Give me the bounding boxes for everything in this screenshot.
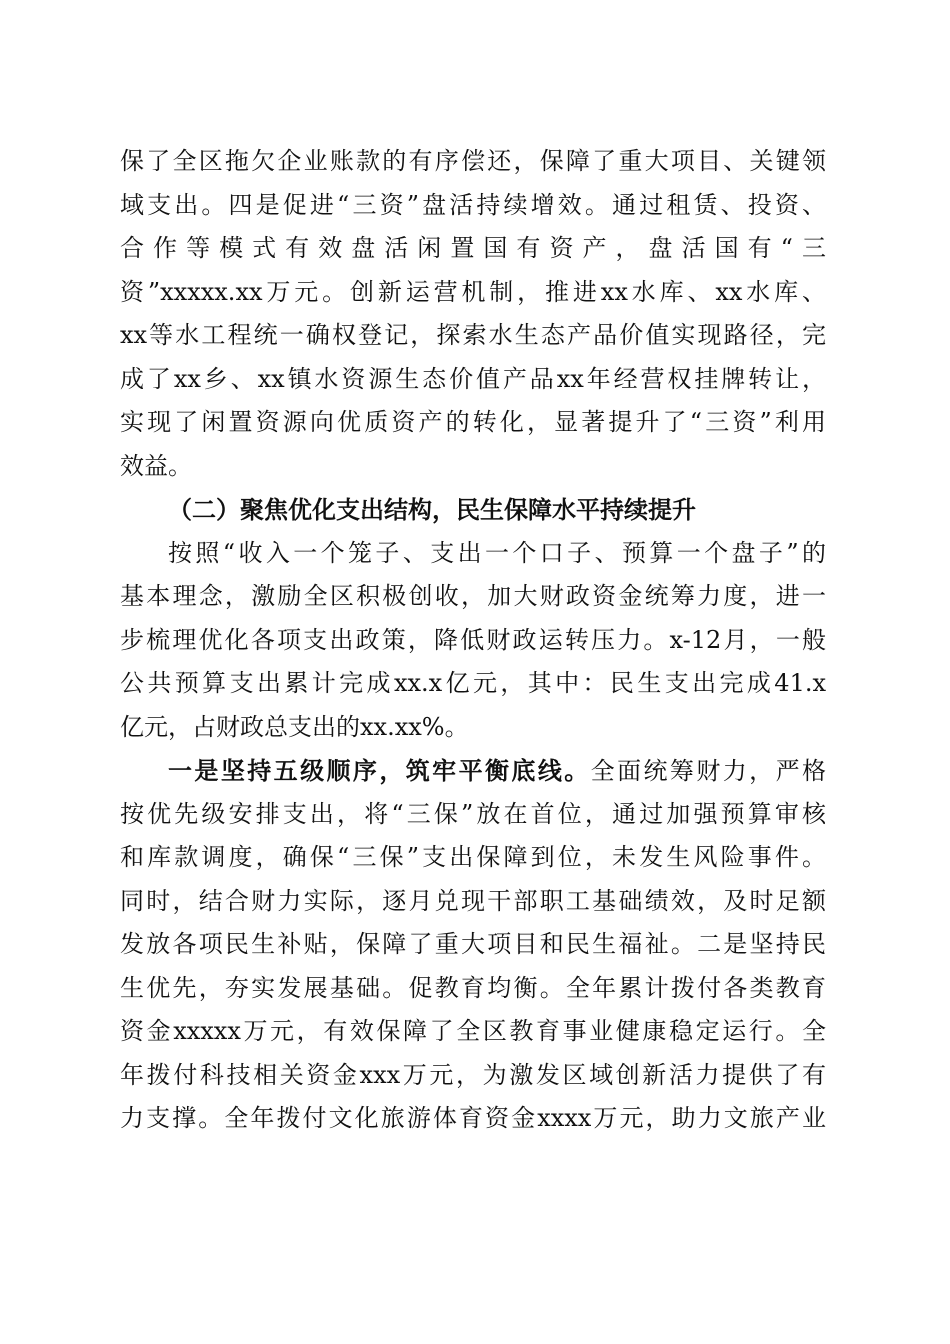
text-line: 实现了闲置资源向优质资产的转化，显著提升了“三资”利用 bbox=[120, 408, 826, 436]
paragraph-budget bbox=[120, 532, 826, 750]
text-line bbox=[120, 749, 826, 793]
text-line: 成了xx乡、xx镇水资源生态价值产品xx年经营权挂牌转让， bbox=[120, 364, 826, 393]
section-heading: （二）聚焦优化支出结构，民生保障水平持续提升 bbox=[168, 495, 696, 524]
line-rest: 全面统筹财力，严格 bbox=[590, 757, 827, 785]
text-line: 生优先，夯实发展基础。促教育均衡。全年累计拨付各类教育 bbox=[120, 973, 826, 1002]
text-line: 同时，结合财力实际，逐月兑现干部职工基础绩效，及时足额 bbox=[120, 886, 826, 915]
bold-lead: 一是坚持五级顺序，筑牢平衡底线。 bbox=[168, 756, 591, 785]
text-line: 步梳理优化各项支出政策，降低财政运转压力。x-12月，一般 bbox=[120, 625, 826, 654]
text-line: 合作等模式有效盘活闲置国有资产，盘活国有“三 bbox=[120, 234, 826, 262]
text-line: 力支撑。全年拨付文化旅游体育资金xxxx万元，助力文旅产业 bbox=[120, 1104, 826, 1132]
text-line: 和库款调度，确保“三保”支出保障到位，未发生风险事件。 bbox=[120, 843, 826, 871]
text-line: 基本理念，激励全区积极创收，加大财政资金统筹力度，进一 bbox=[120, 582, 826, 610]
paragraph-assets bbox=[120, 140, 826, 488]
text-line: 按照“收入一个笼子、支出一个口子、预算一个盘子”的 bbox=[168, 538, 826, 567]
text-line: 效益。 bbox=[120, 451, 192, 480]
text-line: 发放各项民生补贴，保障了重大项目和民生福祉。二是坚持民 bbox=[120, 930, 826, 958]
document-body bbox=[120, 140, 826, 1141]
text-line: xx等水工程统一确权登记，探索水生态产品价值实现路径，完 bbox=[120, 321, 826, 349]
text-line: 年拨付科技相关资金xxx万元，为激发区域创新活力提供了有 bbox=[120, 1060, 826, 1089]
text-line: 亿元，占财政总支出的xx.xx%。 bbox=[120, 712, 469, 741]
text-line: 资金xxxxx万元，有效保障了全区教育事业健康稳定运行。全 bbox=[120, 1017, 826, 1045]
text-line: 域支出。四是促进“三资”盘活持续增效。通过租赁、投资、 bbox=[120, 190, 826, 219]
text-line: 按优先级安排支出，将“三保”放在首位，通过加强预算审核 bbox=[120, 799, 826, 828]
text-line: 保了全区拖欠企业账款的有序偿还，保障了重大项目、关键领 bbox=[120, 147, 826, 175]
paragraph-priority bbox=[120, 749, 826, 1141]
text-line: 公共预算支出累计完成xx.x亿元，其中：民生支出完成41.x bbox=[120, 669, 826, 697]
text-line: 资”xxxxx.xx万元。创新运营机制，推进xx水库、xx水库、 bbox=[120, 277, 826, 306]
